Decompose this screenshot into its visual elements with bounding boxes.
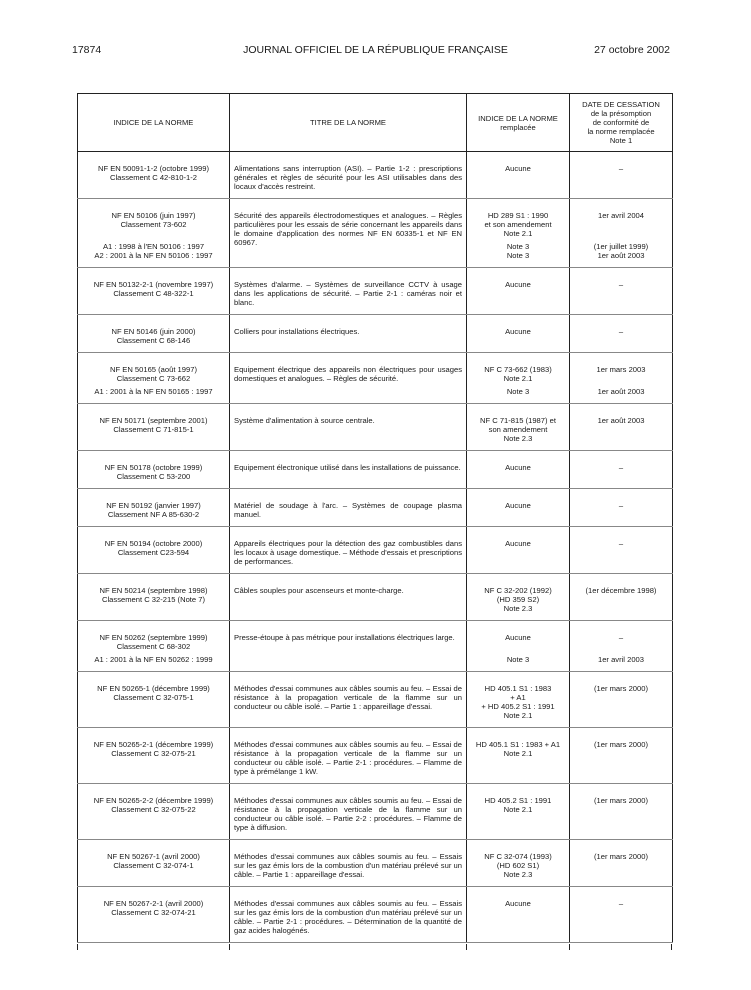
- titre-text: Méthodes d'essai communes aux câbles soumis au feu. – Essai de résistance à la propagation verticale de la flamme sur un conducteur ou câble isolé. – Partie 2-2 : procédures. – Flamme de type à diffusion.: [234, 796, 462, 832]
- table-row: [78, 728, 673, 784]
- remplacee-text: Aucune: [505, 899, 531, 908]
- table-row: [78, 199, 673, 268]
- titre-text: Colliers pour installations électriques.: [234, 327, 360, 336]
- replaced-norm-cell: [467, 353, 570, 404]
- indice-text: NF EN 50267-2-1 (avril 2000) Classement C 32-074-21: [103, 899, 204, 917]
- indice-text: NF EN 50214 (septembre 1998) Classement C 32-215 (Note 7): [99, 586, 208, 604]
- remplacee-text: NF C 71-815 (1987) et son amendement Note 2.3: [480, 416, 556, 443]
- date-text: –: [618, 539, 624, 548]
- table-row: [78, 784, 673, 840]
- indice-text: NF EN 50132-2-1 (novembre 1997) Classement C 48-322-1: [93, 280, 214, 298]
- date-amendment-text: 1er avril 2003: [597, 655, 644, 664]
- date-amendment-text: (1er juillet 1999) 1er août 2003: [593, 242, 649, 260]
- date-text: (1er décembre 1998): [585, 586, 657, 595]
- cessation-date-cell: [570, 489, 673, 527]
- replaced-norm-cell: [467, 199, 570, 268]
- norm-index-cell: [78, 268, 230, 315]
- table-row: [78, 527, 673, 574]
- table-row: [78, 353, 673, 404]
- remplacee-text: Aucune: [505, 164, 531, 173]
- date-text: 1er avril 2004: [597, 211, 644, 220]
- indice-amendment-text: A1 : 2001 à la NF EN 50262 : 1999: [94, 655, 213, 664]
- norm-index-cell: [78, 840, 230, 887]
- page-number: 17874: [72, 44, 102, 56]
- replaced-norm-cell: [467, 621, 570, 672]
- replaced-norm-cell: [467, 728, 570, 784]
- norm-index-cell: [78, 784, 230, 840]
- norm-index-cell: [78, 672, 230, 728]
- titre-text: Sécurité des appareils électrodomestiques et analogues. – Règles particulières pour les essais de série concernant les appareils dans le domaine d'application des normes NF EN 60335-1 et NF EN 60967.: [234, 211, 462, 247]
- norm-index-cell: [78, 489, 230, 527]
- table-row: [78, 489, 673, 527]
- titre-text: Méthodes d'essai communes aux câbles soumis au feu. – Essais sur les gaz émis lors de la combustion d'un matériau prélevé sur un câble. – Partie 1 : appareillage d'essai.: [234, 852, 462, 879]
- remplacee-text: HD 289 S1 : 1990 et son amendement Note 2.1: [484, 211, 552, 238]
- norm-index-cell: [78, 152, 230, 199]
- replaced-norm-cell: [467, 268, 570, 315]
- table-row: [78, 672, 673, 728]
- indice-text: NF EN 50265-2-1 (décembre 1999) Classement C 32-075-21: [93, 740, 214, 758]
- date-text: 1er août 2003: [597, 416, 645, 425]
- table-row: [78, 887, 673, 943]
- replaced-norm-cell: [467, 887, 570, 943]
- norm-title-cell: [230, 315, 467, 353]
- cessation-date-cell: [570, 728, 673, 784]
- date-text: 1er mars 2003: [596, 365, 646, 374]
- cessation-date-cell: [570, 268, 673, 315]
- norm-title-cell: [230, 672, 467, 728]
- titre-text: Alimentations sans interruption (ASI). – Partie 1-2 : prescriptions générales et règles de sécurité pour les ASI utilisables dans des locaux d'accès restreint.: [234, 164, 462, 191]
- remplacee-text: HD 405.1 S1 : 1983 + A1 Note 2.1: [475, 740, 561, 758]
- replaced-norm-cell: [467, 315, 570, 353]
- cessation-date-cell: [570, 404, 673, 451]
- norm-index-cell: [78, 728, 230, 784]
- norm-title-cell: [230, 404, 467, 451]
- journal-title: JOURNAL OFFICIEL DE LA RÉPUBLIQUE FRANÇAISE: [243, 44, 508, 56]
- cessation-date-cell: [570, 840, 673, 887]
- date-text: (1er mars 2000): [593, 852, 649, 861]
- date-text: –: [618, 633, 624, 642]
- table-row: [78, 268, 673, 315]
- header-date-cessation: DATE DE CESSATION de la présomption de conformité de la norme remplacée Note 1: [570, 94, 673, 152]
- cessation-date-cell: [570, 199, 673, 268]
- titre-text: Appareils électriques pour la détection des gaz combustibles dans les locaux à usage domestique. – Méthode d'essais et prescriptions de performances.: [234, 539, 462, 566]
- remplacee-text: Aucune: [505, 501, 531, 510]
- table-row: [78, 840, 673, 887]
- norm-title-cell: [230, 784, 467, 840]
- norm-title-cell: [230, 887, 467, 943]
- replaced-norm-cell: [467, 404, 570, 451]
- date-text: –: [618, 280, 624, 289]
- replaced-norm-cell: [467, 527, 570, 574]
- norm-title-cell: [230, 268, 467, 315]
- indice-text: NF EN 50171 (septembre 2001) Classement C 71-815-1: [99, 416, 208, 434]
- norm-title-cell: [230, 728, 467, 784]
- table-row: [78, 152, 673, 199]
- indice-text: NF EN 50262 (septembre 1999) Classement C 68-302: [99, 633, 208, 651]
- table-row: [78, 621, 673, 672]
- norm-title-cell: [230, 152, 467, 199]
- indice-text: NF EN 50146 (juin 2000) Classement C 68-146: [111, 327, 196, 345]
- cessation-date-cell: [570, 527, 673, 574]
- remplacee-amendment-text: Note 3: [506, 655, 530, 664]
- titre-text: Matériel de soudage à l'arc. – Systèmes de coupage plasma manuel.: [234, 501, 462, 519]
- cessation-date-cell: [570, 887, 673, 943]
- titre-text: Câbles souples pour ascenseurs et monte-charge.: [234, 586, 404, 595]
- standards-table: [77, 93, 673, 943]
- cessation-date-cell: [570, 353, 673, 404]
- indice-text: NF EN 50165 (août 1997) Classement C 73-662: [110, 365, 197, 383]
- remplacee-amendment-text: Note 3 Note 3: [506, 242, 530, 260]
- remplacee-text: NF C 32-074 (1993) (HD 602 S1) Note 2.3: [484, 852, 552, 879]
- norm-index-cell: [78, 353, 230, 404]
- remplacee-amendment-text: Note 3: [506, 387, 530, 396]
- date-text: –: [618, 327, 624, 336]
- norm-index-cell: [78, 199, 230, 268]
- norm-index-cell: [78, 404, 230, 451]
- indice-text: NF EN 50091-1-2 (octobre 1999) Classement C 42-810-1-2: [97, 164, 209, 182]
- date-text: –: [618, 463, 624, 472]
- table-row: [78, 404, 673, 451]
- date-text: (1er mars 2000): [593, 796, 649, 805]
- header-indice: INDICE DE LA NORME: [78, 94, 230, 152]
- replaced-norm-cell: [467, 152, 570, 199]
- remplacee-text: Aucune: [505, 633, 531, 642]
- cessation-date-cell: [570, 152, 673, 199]
- issue-date: 27 octobre 2002: [594, 44, 670, 56]
- table-header-row: [78, 94, 673, 152]
- header-titre: TITRE DE LA NORME: [230, 94, 467, 152]
- cessation-date-cell: [570, 451, 673, 489]
- titre-text: Système d'alimentation à source centrale.: [234, 416, 375, 425]
- norm-title-cell: [230, 621, 467, 672]
- replaced-norm-cell: [467, 451, 570, 489]
- table-row: [78, 315, 673, 353]
- table-row: [78, 574, 673, 621]
- replaced-norm-cell: [467, 672, 570, 728]
- cessation-date-cell: [570, 574, 673, 621]
- date-text: (1er mars 2000): [593, 740, 649, 749]
- remplacee-text: Aucune: [505, 327, 531, 336]
- indice-text: NF EN 50265-2-2 (décembre 1999) Classement C 32-075-22: [93, 796, 214, 814]
- titre-text: Systèmes d'alarme. – Systèmes de surveillance CCTV à usage dans les applications de sécurité. – Partie 2-1 : caméras noir et blanc.: [234, 280, 462, 307]
- norm-title-cell: [230, 489, 467, 527]
- replaced-norm-cell: [467, 489, 570, 527]
- date-text: –: [618, 501, 624, 510]
- date-text: (1er mars 2000): [593, 684, 649, 693]
- titre-text: Méthodes d'essai communes aux câbles soumis au feu. – Essai de résistance à la propagation verticale de la flamme sur un conducteur ou câble isolé. – Partie 1 : appareillage d'essai.: [234, 684, 462, 711]
- remplacee-text: NF C 73-662 (1983) Note 2.1: [484, 365, 552, 383]
- norm-title-cell: [230, 199, 467, 268]
- indice-text: NF EN 50192 (janvier 1997) Classement NF A 85-630-2: [106, 501, 201, 519]
- norm-index-cell: [78, 527, 230, 574]
- indice-amendment-text: A1 : 1998 à l'EN 50106 : 1997 A2 : 2001 à la NF EN 50106 : 1997: [94, 242, 213, 260]
- norm-index-cell: [78, 887, 230, 943]
- indice-text: NF EN 50194 (octobre 2000) Classement C23-594: [104, 539, 203, 557]
- date-text: –: [618, 899, 624, 908]
- norm-index-cell: [78, 451, 230, 489]
- norm-title-cell: [230, 840, 467, 887]
- cessation-date-cell: [570, 784, 673, 840]
- titre-text: Méthodes d'essai communes aux câbles soumis au feu. – Essai de résistance à la propagation verticale de la flamme sur un conducteur ou câble isolé. – Partie 2-1 : procédures. – Flamme de type à prémélange 1 kW.: [234, 740, 462, 776]
- norm-index-cell: [78, 315, 230, 353]
- cessation-date-cell: [570, 672, 673, 728]
- date-amendment-text: 1er août 2003: [597, 387, 645, 396]
- titre-text: Equipement électronique utilisé dans les installations de puissance.: [234, 463, 461, 472]
- remplacee-text: NF C 32-202 (1992) (HD 359 S2) Note 2.3: [484, 586, 552, 613]
- remplacee-text: Aucune: [505, 280, 531, 289]
- norm-title-cell: [230, 353, 467, 404]
- norm-index-cell: [78, 574, 230, 621]
- remplacee-text: HD 405.1 S1 : 1983 + A1 + HD 405.2 S1 : 1991 Note 2.1: [481, 684, 555, 720]
- norm-title-cell: [230, 527, 467, 574]
- indice-amendment-text: A1 : 2001 à la NF EN 50165 : 1997: [94, 387, 213, 396]
- titre-text: Equipement électrique des appareils non électriques pour usages domestiques et analogues. – Règles de sécurité.: [234, 365, 462, 383]
- replaced-norm-cell: [467, 574, 570, 621]
- header-remplacee: INDICE DE LA NORME remplacée: [467, 94, 570, 152]
- norm-title-cell: [230, 451, 467, 489]
- norm-index-cell: [78, 621, 230, 672]
- norm-title-cell: [230, 574, 467, 621]
- table-row: [78, 451, 673, 489]
- indice-text: NF EN 50106 (juin 1997) Classement 73-602: [111, 211, 196, 229]
- remplacee-text: HD 405.2 S1 : 1991 Note 2.1: [484, 796, 552, 814]
- replaced-norm-cell: [467, 840, 570, 887]
- indice-text: NF EN 50267-1 (avril 2000) Classement C 32-074-1: [107, 852, 200, 870]
- remplacee-text: Aucune: [505, 463, 531, 472]
- date-text: –: [618, 164, 624, 173]
- titre-text: Presse-étoupe à pas métrique pour installations électriques large.: [234, 633, 455, 642]
- indice-text: NF EN 50265-1 (décembre 1999) Classement C 32-075-1: [97, 684, 210, 702]
- cessation-date-cell: [570, 621, 673, 672]
- remplacee-text: Aucune: [505, 539, 531, 548]
- replaced-norm-cell: [467, 784, 570, 840]
- cessation-date-cell: [570, 315, 673, 353]
- titre-text: Méthodes d'essai communes aux câbles soumis au feu. – Essais sur les gaz émis lors de la combustion d'un matériau prélevé sur un câble. – Partie 2-1 : procédures. – Détermination de la quantité de gaz acides halogénés.: [234, 899, 462, 935]
- indice-text: NF EN 50178 (octobre 1999) Classement C 53-200: [104, 463, 203, 481]
